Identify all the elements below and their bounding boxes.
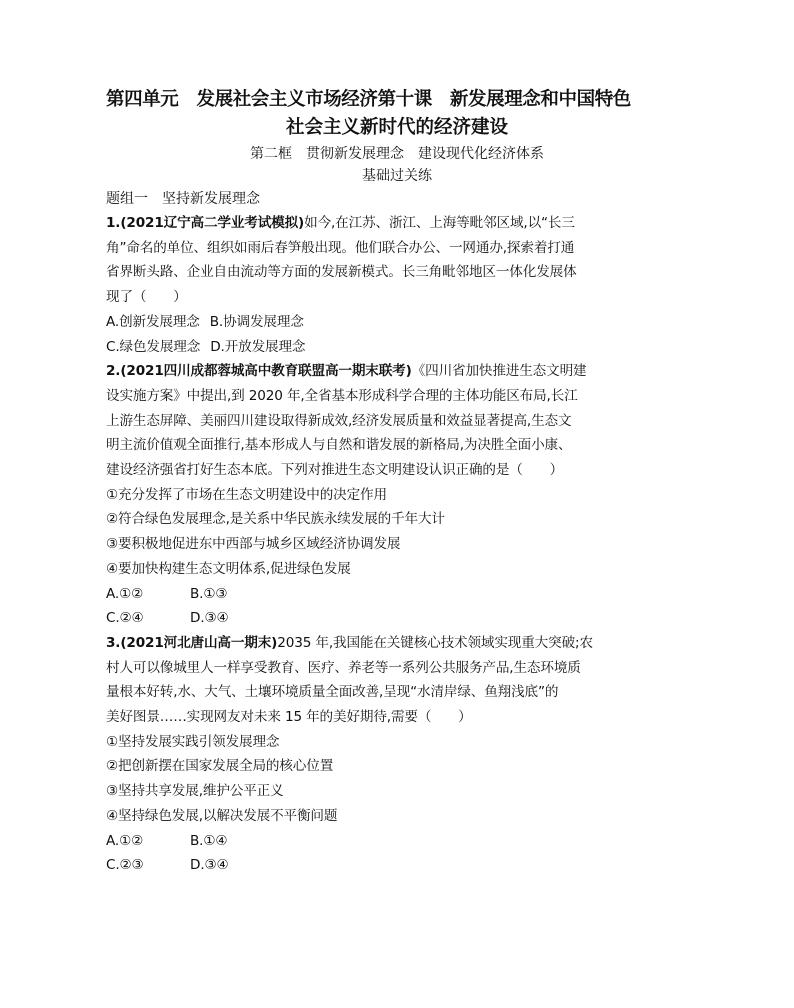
question-stem-line: 村人可以像城里人一样享受教育、医疗、养老等一系列公共服务产品,生态环境质 (106, 659, 581, 676)
question-1 (106, 211, 688, 359)
statement-4: ④要加快构建生态文明体系,促进绿色发展 (106, 560, 351, 577)
question-stem-line: 角”命名的单位、组织如雨后春笋般出现。他们联合办公、一网通办,探索着打通 (106, 239, 575, 256)
question-stem-line: 美好图景……实现网友对未来 15 年的美好期待,需要（ ） (106, 709, 472, 726)
statement-1: ①坚持发展实践引领发展理念 (106, 733, 280, 750)
option-row (106, 853, 688, 878)
option-d[interactable]: D.③④ (190, 857, 229, 874)
statement-3: ③坚持共享发展,维护公平正义 (106, 783, 284, 800)
option-d[interactable]: D.③④ (190, 610, 229, 627)
lesson-subtitle: 第二框 贯彻新发展理念 建设现代化经济体系 (250, 146, 544, 162)
question-3 (106, 631, 688, 878)
option-c[interactable]: C.②④ (106, 610, 144, 627)
document-page (106, 86, 688, 878)
question-stem-line: 省界断头路、企业自由流动等方面的发展新模式。长三角毗邻地区一体化发展体 (106, 264, 577, 281)
question-stem-line: 上游生态屏障、美丽四川建设取得新成效,经济发展质量和效益显著提高,生态文 (106, 412, 572, 429)
option-c[interactable]: C.②③ (106, 857, 144, 874)
question-source: (2021辽宁高二学业考试模拟) (120, 215, 305, 231)
unit-title-line-1: 第四单元 发展社会主义市场经济第十课 新发展理念和中国特色 (106, 89, 631, 110)
option-row (106, 310, 688, 335)
question-stem-line: 2.(2021四川成都蓉城高中教育联盟高一期末联考)《四川省加快推进生态文明建 (106, 363, 587, 380)
question-stem-line: 1.(2021辽宁高二学业考试模拟)如今,在江苏、浙江、上海等毗邻区域,以“长三 (106, 215, 575, 231)
section-label: 基础过关练 (362, 168, 432, 184)
option-row (106, 335, 688, 360)
question-stem-line: 现了（ ） (106, 289, 187, 306)
option-a[interactable]: A.①② (106, 832, 144, 849)
option-b[interactable]: B.①④ (190, 832, 228, 849)
question-stem-line: 明主流价值观全面推行,基本形成人与自然和谐发展的新格局,为决胜全面小康、 (106, 437, 572, 454)
option-c[interactable]: C.绿色发展理念 (106, 338, 201, 355)
unit-title-line-2: 社会主义新时代的经济建设 (285, 117, 508, 138)
statement-2: ②符合绿色发展理念,是关系中华民族永续发展的千年大计 (106, 511, 445, 528)
question-source: (2021四川成都蓉城高中教育联盟高一期末联考) (120, 363, 412, 380)
option-b[interactable]: B.协调发展理念 (209, 313, 304, 330)
option-a[interactable]: A.①② (106, 585, 144, 602)
statement-1: ①充分发挥了市场在生态文明建设中的决定作用 (106, 486, 387, 503)
question-stem-line: 建设经济强省打好生态本底。下列对推进生态文明建设认识正确的是（ ） (106, 462, 564, 479)
option-d[interactable]: D.开放发展理念 (210, 338, 306, 355)
question-group-heading: 题组一 坚持新发展理念 (106, 191, 260, 207)
option-row (106, 606, 688, 631)
option-b[interactable]: B.①③ (190, 585, 228, 602)
statement-4: ④坚持绿色发展,以解决发展不平衡问题 (106, 807, 338, 824)
question-2 (106, 359, 688, 631)
question-stem-line: 量根本好转,水、大气、土壤环境质量全面改善,呈现“水清岸绿、鱼翔浅底”的 (106, 684, 559, 701)
statement-2: ②把创新摆在国家发展全局的核心位置 (106, 758, 334, 775)
question-stem-line: 设实施方案》中提出,到 2020 年,全省基本形成科学合理的主体功能区布局,长江 (106, 387, 578, 404)
question-stem-line: 3.(2021河北唐山高一期末)2035 年,我国能在关键核心技术领域实现重大突破;农 (106, 634, 593, 651)
question-source: (2021河北唐山高一期末) (120, 634, 278, 651)
option-row (106, 582, 688, 607)
question-number: 2. (106, 363, 121, 380)
statement-3: ③要积极地促进东中西部与城乡区域经济协调发展 (106, 536, 401, 553)
option-a[interactable]: A.创新发展理念 (106, 313, 200, 330)
question-number: 3. (106, 634, 121, 651)
option-row (106, 829, 688, 854)
question-number: 1. (106, 215, 121, 231)
